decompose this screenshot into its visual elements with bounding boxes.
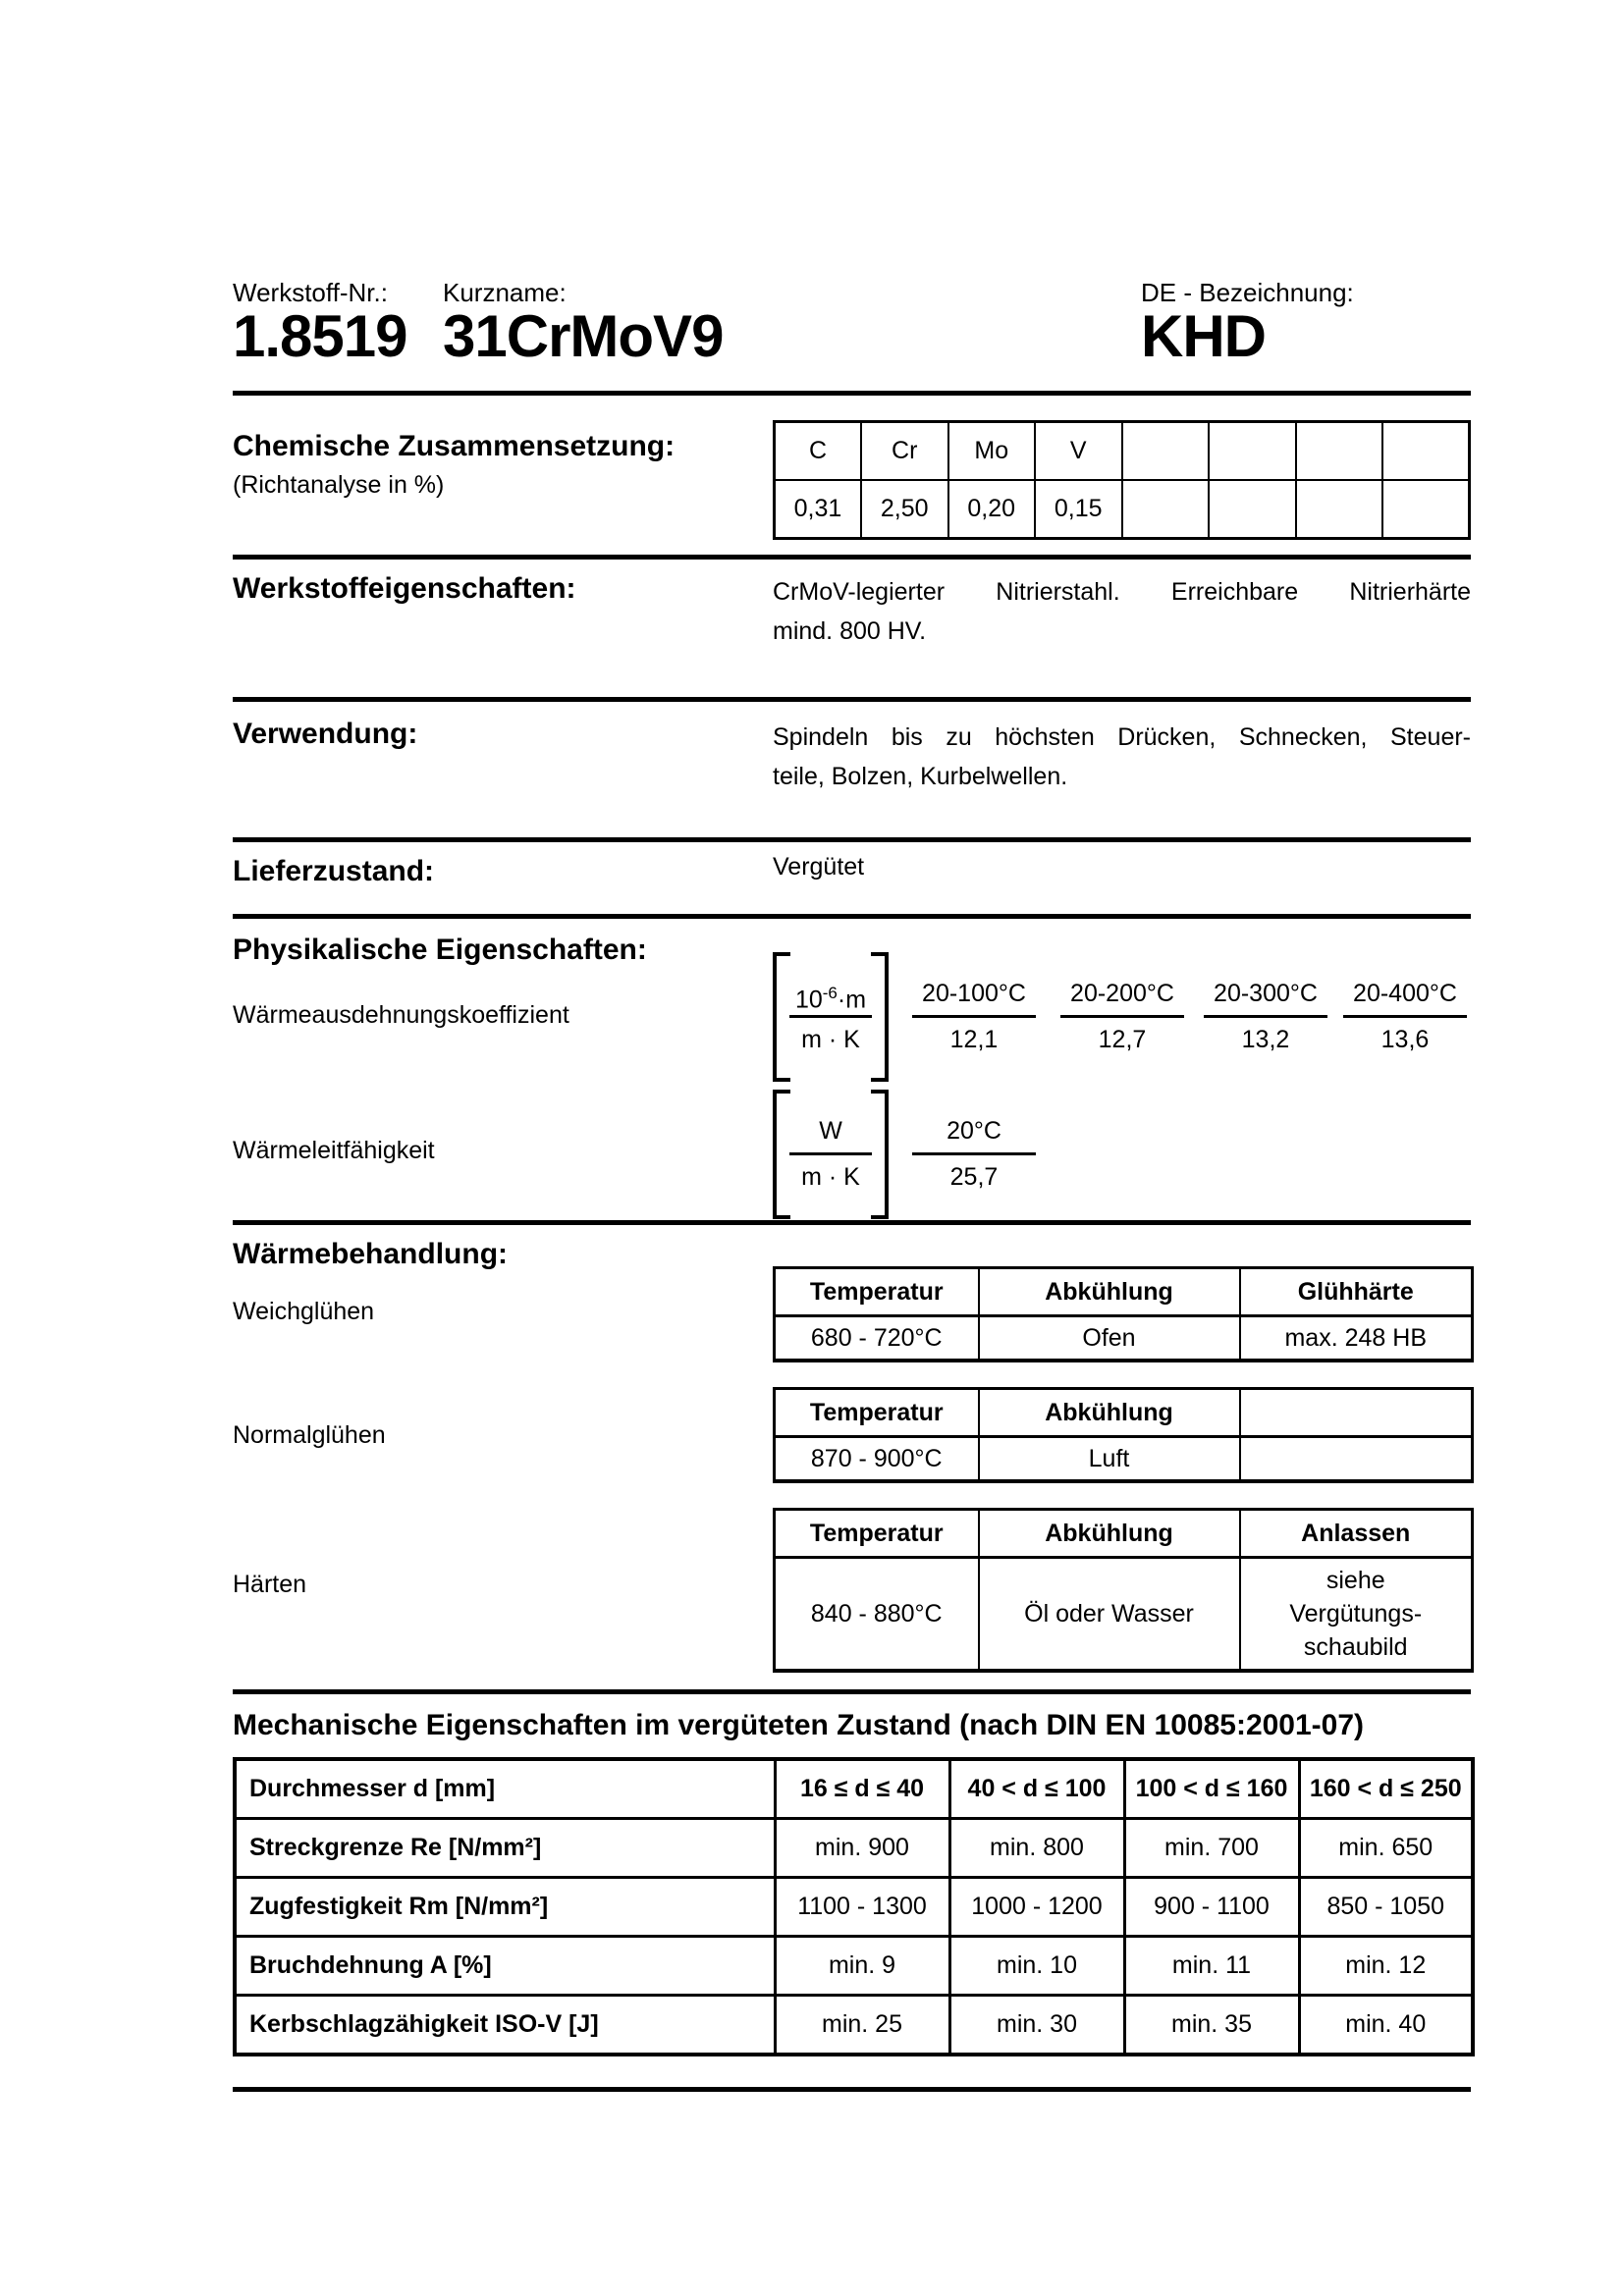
expansion-point (1060, 972, 1184, 1061)
col-header: Temperatur (775, 1268, 979, 1316)
col-header: Anlassen (1240, 1510, 1473, 1558)
section-divider (233, 555, 1471, 560)
chem-col: C (775, 422, 862, 481)
col-header: Abkühlung (979, 1389, 1240, 1437)
cell: Luft (979, 1437, 1240, 1482)
table-data-row (775, 1316, 1473, 1362)
temp-value: 13,2 (1241, 1026, 1290, 1053)
cell: 40 < d ≤ 100 (949, 1759, 1124, 1819)
properties-text-line2: mind. 800 HV. (773, 617, 927, 645)
normalgluehen-table (773, 1387, 1474, 1483)
cell: 840 - 880°C (775, 1558, 979, 1672)
table-data-row (775, 1558, 1473, 1672)
table-header-row (775, 1510, 1473, 1558)
chem-col (1382, 422, 1470, 481)
physical-heading: Physikalische Eigenschaften: (233, 934, 647, 966)
cell: min. 40 (1299, 1996, 1473, 2056)
chemical-header-row (775, 422, 1470, 481)
weichgluehen-table (773, 1266, 1474, 1362)
expansion-point (1204, 972, 1327, 1061)
chem-value (1296, 480, 1383, 539)
chem-value (1122, 480, 1210, 539)
chem-value: 0,20 (948, 480, 1036, 539)
table-header-row (775, 1268, 1473, 1316)
chem-value: 0,31 (775, 480, 862, 539)
mechanical-table (233, 1757, 1475, 2056)
col-header: Temperatur (775, 1389, 979, 1437)
temp-value: 12,7 (1098, 1026, 1147, 1053)
table-header-row (775, 1389, 1473, 1437)
mechanical-heading: Mechanische Eigenschaften im vergüteten Zustand (nach DIN EN 10085:2001-07) (233, 1709, 1365, 1741)
de-bezeichnung-value: KHD (1141, 303, 1266, 369)
chem-col (1122, 422, 1210, 481)
haerten-table (773, 1508, 1474, 1673)
chem-col: Cr (861, 422, 948, 481)
cell: min. 9 (775, 1937, 949, 1996)
unit-denominator: m · K (801, 1163, 860, 1191)
delivery-value: Vergütet (773, 853, 865, 881)
section-divider (233, 697, 1471, 702)
usage-text-line2: teile, Bolzen, Kurbelwellen. (773, 763, 1068, 790)
temp-value: 13,6 (1380, 1026, 1430, 1053)
temp-label: 20-300°C (1214, 980, 1318, 1007)
cell: 900 - 1100 (1124, 1878, 1299, 1937)
row-label: Kerbschlagzähigkeit ISO-V [J] (235, 1996, 775, 2056)
expansion-unit-bracket (773, 952, 889, 1082)
table-data-row (775, 1437, 1473, 1482)
unit-denominator: m · K (801, 1026, 860, 1053)
chemical-table (773, 420, 1471, 540)
temp-label: 20°C (947, 1117, 1001, 1145)
properties-heading: Werkstoffeigenschaften: (233, 572, 576, 605)
row-label: Zugfestigkeit Rm [N/mm²] (235, 1878, 775, 1937)
section-divider (233, 1689, 1471, 1694)
chem-col: V (1035, 422, 1122, 481)
cell: min. 800 (949, 1819, 1124, 1878)
cell: min. 25 (775, 1996, 949, 2056)
cell: Öl oder Wasser (979, 1558, 1240, 1672)
col-header: Temperatur (775, 1510, 979, 1558)
cell: min. 12 (1299, 1937, 1473, 1996)
unit-numerator: W (819, 1117, 842, 1145)
col-header (1240, 1389, 1473, 1437)
anlassen-line: siehe (1325, 1567, 1385, 1594)
delivery-heading: Lieferzustand: (233, 855, 435, 887)
section-divider (233, 391, 1471, 396)
section-divider (233, 837, 1471, 842)
conductivity-label: Wärmeleitfähigkeit (233, 1137, 435, 1164)
temp-value: 25,7 (949, 1163, 999, 1191)
row-label: Streckgrenze Re [N/mm²] (235, 1819, 775, 1878)
cell: 1000 - 1200 (949, 1878, 1124, 1937)
cell: 1100 - 1300 (775, 1878, 949, 1937)
kurzname-value: 31CrMoV9 (443, 303, 724, 369)
col-header: Abkühlung (979, 1268, 1240, 1316)
expansion-label: Wärmeausdehnungskoeffizient (233, 1001, 569, 1029)
temp-label: 20-200°C (1070, 980, 1174, 1007)
de-bezeichnung-label: DE - Bezeichnung: (1141, 278, 1354, 307)
section-divider (233, 914, 1471, 919)
chem-value: 0,15 (1035, 480, 1122, 539)
werkstoff-nr-label: Werkstoff-Nr.: (233, 278, 388, 307)
chemical-subheading: (Richtanalyse in %) (233, 471, 445, 499)
cell: min. 35 (1124, 1996, 1299, 2056)
col-header: Glühhärte (1240, 1268, 1473, 1316)
temp-label: 20-400°C (1353, 980, 1457, 1007)
chem-value (1209, 480, 1296, 539)
conductivity-unit-fraction (789, 1109, 872, 1199)
cell: min. 650 (1299, 1819, 1473, 1878)
expansion-point (912, 972, 1036, 1061)
heat-treatment-heading: Wärmebehandlung: (233, 1238, 509, 1270)
chemical-value-row (775, 480, 1470, 539)
temp-value: 12,1 (949, 1026, 999, 1053)
normalgluehen-label: Normalglühen (233, 1421, 386, 1449)
temp-label: 20-100°C (922, 980, 1026, 1007)
unit-numerator: $10^{-6}\cdot m$ (794, 984, 867, 1014)
properties-text-line1: CrMoV-legierter Nitrierstahl. Erreichbare Nitrierhärte (773, 578, 1471, 606)
cell: 870 - 900°C (775, 1437, 979, 1482)
anlassen-line: schaubild (1303, 1633, 1408, 1661)
section-divider (233, 2087, 1471, 2092)
table-row (235, 1878, 1473, 1937)
cell: Ofen (979, 1316, 1240, 1362)
anlassen-line: Vergütungs- (1289, 1600, 1423, 1628)
cell: min. 700 (1124, 1819, 1299, 1878)
expansion-unit-fraction (789, 972, 872, 1061)
chem-col: Mo (948, 422, 1036, 481)
cell: 680 - 720°C (775, 1316, 979, 1362)
expansion-point (1343, 972, 1467, 1061)
chem-col (1209, 422, 1296, 481)
table-row (235, 1759, 1473, 1819)
cell (1240, 1558, 1473, 1672)
cell: min. 11 (1124, 1937, 1299, 1996)
cell: min. 30 (949, 1996, 1124, 2056)
cell: 100 < d ≤ 160 (1124, 1759, 1299, 1819)
haerten-label: Härten (233, 1571, 307, 1598)
table-row (235, 1819, 1473, 1878)
usage-heading: Verwendung: (233, 718, 418, 750)
usage-text-line1: Spindeln bis zu höchsten Drücken, Schnecken, Steuer- (773, 723, 1471, 751)
cell: min. 10 (949, 1937, 1124, 1996)
cell: 160 < d ≤ 250 (1299, 1759, 1473, 1819)
chem-value: 2,50 (861, 480, 948, 539)
col-header: Abkühlung (979, 1510, 1240, 1558)
kurzname-label: Kurzname: (443, 278, 567, 307)
cell: max. 248 HB (1240, 1316, 1473, 1362)
weichgluehen-label: Weichglühen (233, 1298, 375, 1325)
chem-value (1382, 480, 1470, 539)
row-label: Bruchdehnung A [%] (235, 1937, 775, 1996)
cell: 850 - 1050 (1299, 1878, 1473, 1937)
section-divider (233, 1220, 1471, 1225)
row-label: Durchmesser d [mm] (235, 1759, 775, 1819)
chem-col (1296, 422, 1383, 481)
table-row (235, 1937, 1473, 1996)
werkstoff-nr-value: 1.8519 (233, 303, 407, 369)
cell (1240, 1437, 1473, 1482)
conductivity-unit-bracket (773, 1090, 889, 1219)
conductivity-point (912, 1109, 1036, 1199)
cell: 16 ≤ d ≤ 40 (775, 1759, 949, 1819)
cell: min. 900 (775, 1819, 949, 1878)
chemical-heading: Chemische Zusammensetzung: (233, 430, 676, 462)
table-row (235, 1996, 1473, 2056)
